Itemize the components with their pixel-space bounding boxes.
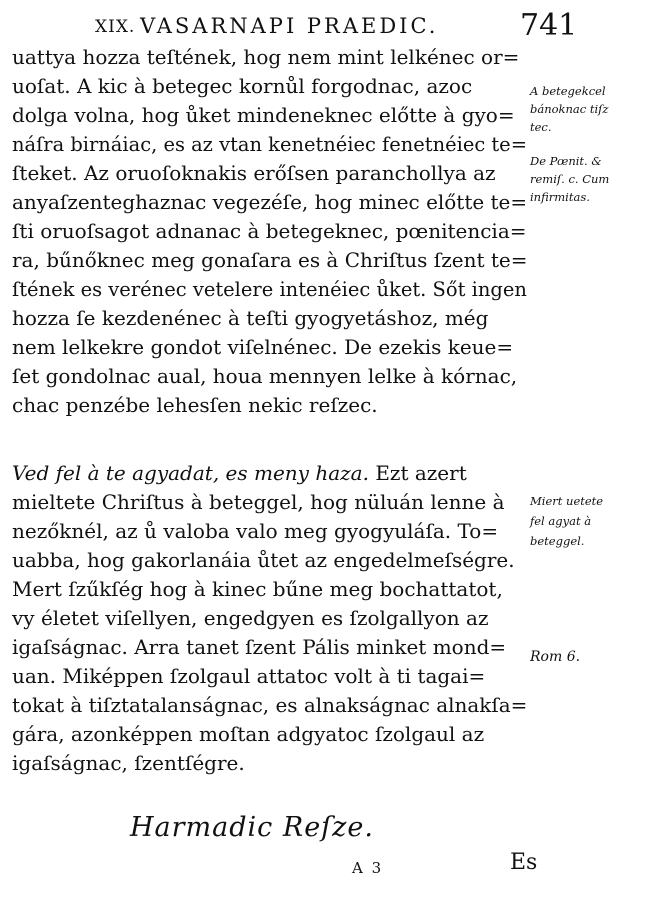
text-line: chac penzébe lehesſen nekic reſzec.: [12, 393, 378, 417]
margin-note: A betegekcel: [530, 84, 606, 98]
text-line: nezőknél, az ů valoba valo meg gyogyuláſa. To=: [12, 519, 499, 543]
margin-note: Rom 6.: [530, 649, 581, 665]
text-line: ſtének es verénec vetelere intenéiec ůket. Sőt ingen: [12, 277, 527, 301]
text-line: [12, 460, 527, 487]
text-line: gára, azonképpen moſtan adgyatoc ſzolgaul az: [12, 722, 485, 746]
margin-note: infirmitas.: [530, 190, 590, 204]
section-heading: Harmadic Reſze.: [130, 812, 374, 843]
text-line-rest: Ezt azert: [375, 461, 467, 485]
margin-note: fel agyat à: [530, 514, 592, 528]
margin-note: Miert uetete: [530, 494, 604, 508]
text-line: uabba, hog gakorlanáia ůtet az engedelmeſségre.: [12, 548, 515, 572]
text-line: uan. Miképpen ſzolgaul attatoc volt à ti tagai=: [12, 664, 486, 688]
text-line: anyaſzenteghaznac vegezéſe, hog minec előtte te=: [12, 190, 528, 214]
text-line: ſti oruoſsagot adnanac à betegeknec, pœnitencia=: [12, 219, 527, 243]
page-header: [0, 4, 649, 44]
page-number: 741: [520, 8, 578, 43]
text-line: dolga volna, hog ůket mindeneknec előtte à gyo=: [12, 103, 515, 127]
text-line: igaſságnac. Arra tanet ſzent Pális minket mond=: [12, 635, 507, 659]
margin-note: De Pœnit. &: [530, 154, 602, 168]
text-line: ſteket. Az oruoſoknakis erőſsen paranchollya az: [12, 161, 496, 185]
text-line: ra, bűnőknec meg gonaſara es à Chriſtus ſzent te=: [12, 248, 528, 272]
running-title: VASARNAPI PRAEDIC.: [140, 14, 439, 38]
margin-note: bánoknac tiſz: [530, 102, 609, 116]
text-line: nem lelkekre gondot viſelnénec. De ezekis keue=: [12, 335, 514, 359]
text-line: uattya hozza teſtének, hog nem mint lelkénec or=: [12, 45, 520, 69]
text-line: tokat à tiſztatalanságnac, es alnakságnac alnakſa=: [12, 693, 528, 717]
text-line: mieltete Chriſtus à beteggel, hog nüluán lenne à: [12, 490, 505, 514]
signature-mark: A 3: [352, 859, 384, 877]
text-line: hozza ſe kezdenénec à teſti gyogyetáshoz, még: [12, 306, 489, 330]
margin-note: remiſ. c. Cum: [530, 172, 610, 186]
text-line: vy életet viſellyen, engedgyen es ſzolgallyon az: [12, 606, 489, 630]
text-line: náſra birnáiac, es az vtan kenetnéiec fenetnéiec te=: [12, 132, 527, 156]
margin-note: beteggel.: [530, 534, 585, 548]
text-line: Mert ſzűkſég hog à kinec bűne meg bochattatot,: [12, 577, 503, 601]
margin-note: tec.: [530, 120, 552, 134]
text-line: igaſságnac, ſzentſégre.: [12, 751, 245, 775]
scripture-quote: Ved fel à te agyadat, es meny haza.: [12, 461, 369, 485]
text-line: uoſat. A kic à betegec kornůl forgodnac, azoc: [12, 74, 473, 98]
text-line: ſet gondolnac aual, houa mennyen lelke à kórnac,: [12, 364, 518, 388]
catchword: Es: [510, 850, 538, 875]
header-signature: XIX.: [95, 17, 136, 37]
